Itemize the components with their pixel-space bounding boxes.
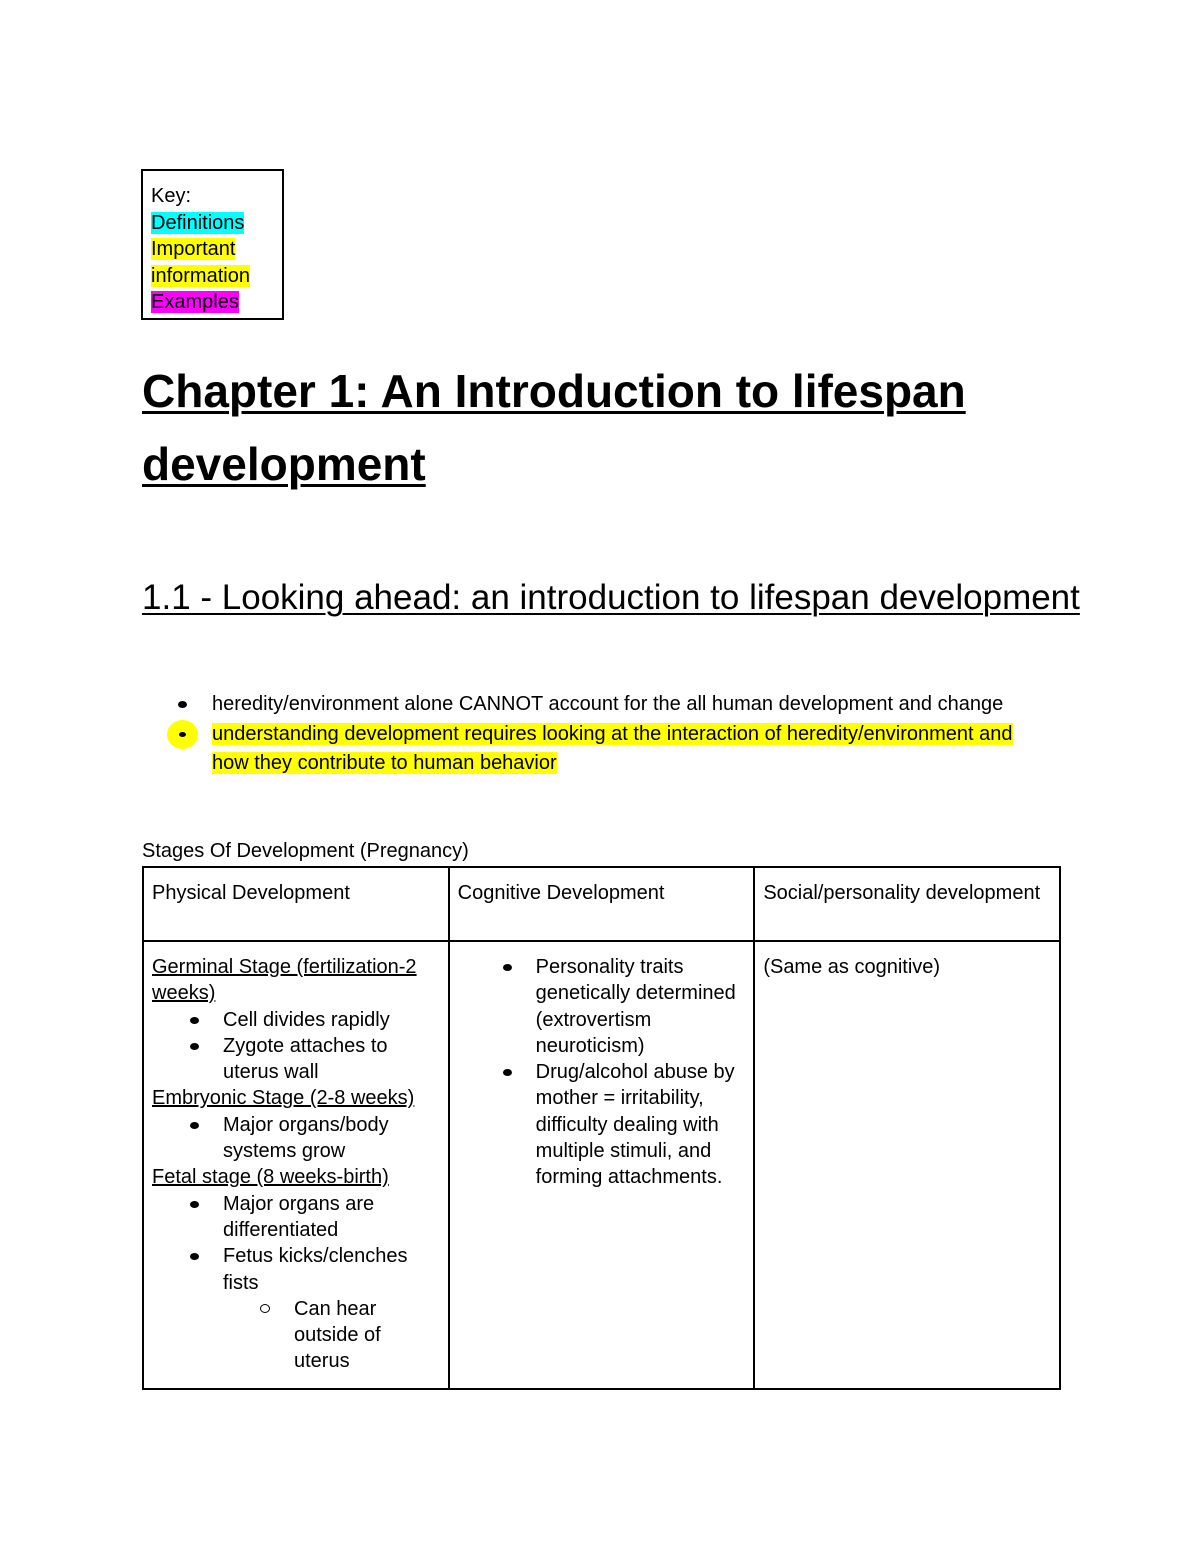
list-item-text: Zygote attaches to uterus wall [223,1034,388,1084]
header-physical: Physical Development [143,867,449,941]
stages-table [142,866,1061,1390]
list-item [458,954,746,1059]
list-item-text: Personality traits genetically determined (extrovertism neuroticism) [535,956,736,1057]
chapter-title: Chapter 1: An Introduction to lifespan development [142,365,966,490]
physical-cell [143,941,449,1389]
key-important-line1: Important [151,238,236,260]
list-item [152,1296,440,1375]
list-item-text: Can hear outside of uterus [294,1297,381,1373]
list-item [142,720,1042,779]
key-heading: Key: [151,185,192,207]
key-examples: Examples [151,291,239,313]
bullet-icon [190,1043,199,1050]
cognitive-cell [449,941,755,1389]
embryonic-stage-title: Embryonic Stage (2-8 weeks) [152,1087,415,1110]
hollow-bullet-icon [260,1304,270,1313]
list-item [152,1007,440,1033]
list-item-text: Major organs are differentiated [223,1192,375,1241]
highlight-key-box [141,169,284,320]
list-item [142,690,1042,720]
table-caption: Stages Of Development (Pregnancy) [142,840,469,862]
list-item-text: Cell divides rapidly [223,1008,390,1031]
bullet-icon [178,731,187,738]
bullet-icon [190,1122,199,1129]
germinal-stage-title: Germinal Stage (fertilization-2 weeks) [152,956,417,1005]
bullet-icon [178,701,187,708]
list-item-text: Fetus kicks/clenches fists [223,1245,408,1294]
bullet-icon [190,1253,199,1260]
section-title: 1.1 - Looking ahead: an introduction to lifespan development [142,578,1080,617]
bullet-icon [503,1069,512,1076]
list-item [458,1059,746,1190]
bullet-icon [503,964,512,971]
header-cognitive: Cognitive Development [449,867,755,941]
bullet-icon [190,1201,199,1208]
bullet-icon [190,1017,199,1024]
bullet-text-highlighted: understanding development requires looking at the interaction of heredity/environment and how they contribute to human behavior [212,722,1013,774]
key-important-line2: information [151,264,250,287]
list-item [152,1033,440,1086]
key-definitions: Definitions [151,211,245,234]
list-item [152,1191,440,1244]
header-social: Social/personality development [754,867,1060,941]
list-item-text: Major organs/body systems grow [223,1113,389,1163]
social-cell [754,941,1060,1389]
list-item [152,1112,440,1165]
list-item-text: Drug/alcohol abuse by mother = irritability, difficulty dealing with multiple stimuli, and forming attachments. [535,1061,735,1189]
intro-bullet-list [142,690,1042,779]
list-item [152,1243,440,1296]
bullet-text: heredity/environment alone CANNOT account for the all human development and change [212,693,1004,715]
social-text: (Same as cognitive) [763,956,941,978]
fetal-stage-title: Fetal stage (8 weeks-birth) [152,1166,389,1189]
